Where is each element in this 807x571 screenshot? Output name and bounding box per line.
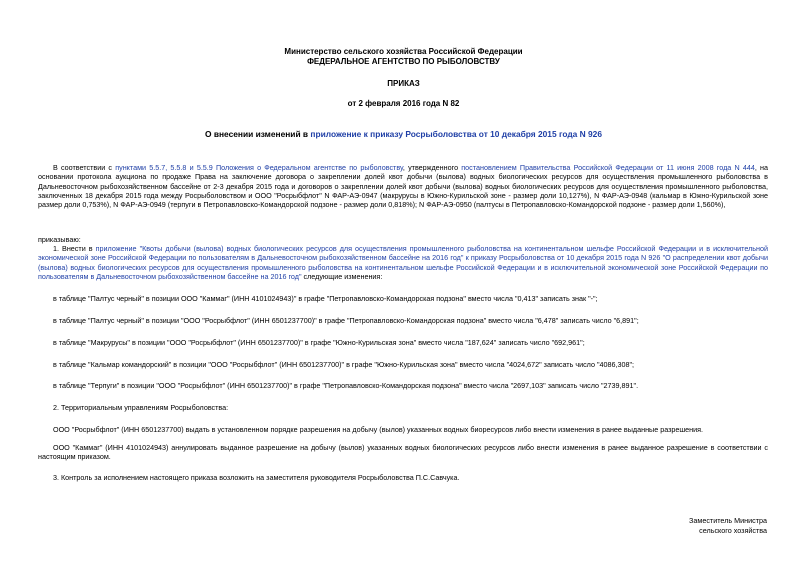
change-item: в таблице "Терпуги" в позиции "ООО "Росрыбфлот" (ИНН 6501237700)" в графе "Петропавловско-Командорская подзона" вместо числа "2697,103" записать число "2739,891".	[53, 381, 639, 390]
preamble-text-3: , на основании протокола аукциона по продаже Права на заключение договора о закреплении долей квот добычи (вылова) водных биологических ресурсов для осуществления промышленного рыболовства в Дальневосточном рыбохозяйственном бассейне от 2-3 декабря 2015 года и договоров о закреплении долей квот добычи (вылова) водных биологических ресурсов для осуществления промышленного рыболовства, заключенных 18 декабря 2015 года между Росрыболовством и ООО "Росрыбфлот" N ФАР-АЭ-0947 (макрурусы в Южно-Курильской зоне - размер доли 10,127%), N ФАР-АЭ-0948 (кальмар в Южно-Курильской зоне размер доли 0,753%), N ФАР-АЭ-0949 (терпуги в Петропавловско-Командорской подзоне - размер доли 0,818%); N ФАР-АЭ-0950 (палтусы в Петропавловско-Командорской подзоне - размер доли 1,560%),	[38, 163, 768, 210]
title-prefix: О внесении изменений в	[204, 129, 311, 139]
preamble-paragraph	[38, 163, 768, 209]
change-item: в таблице "Макрурусы" в позиции "ООО "Росрыбфлот" (ИНН 6501237700)" в графе "Южно-Курильская зона" вместо числа "187,624" записать число "692,961";	[53, 338, 585, 347]
ministry-name: Министерство сельского хозяйства Российской Федерации	[284, 47, 523, 56]
item-1-text-2: следующие изменения:	[301, 271, 383, 281]
signature-line-1: Заместитель Министра	[689, 516, 767, 525]
item-1-link-annex[interactable]: приложение "Квоты добычи (вылова) водных биологических ресурсов для осуществления промышленного рыболовства на континентальном шельфе Российской Федерации и в исключительной экономической зоне Российской Федерации по пользователям в Дальневосточном рыбохозяйственном бассейне на 2016 год" к приказу Росрыболовства от 10 декабря 2015 года N 926 "О распределении квот добычи (вылова) водных биологических ресурсов для осуществления промышленного рыболовства на континентальном шельфе Российской Федерации и в исключительной экономической зоне Российской Федерации по пользователям в Дальневосточном рыбохозяйственном бассейне на 2016 год"	[38, 244, 769, 281]
document-title	[0, 130, 807, 139]
item-3-paragraph: 3. Контроль за исполнением настоящего приказа возложить на заместителя руководителя Росрыболовства П.С.Савчука.	[53, 473, 460, 482]
preamble-text-2: , утвержденного	[402, 163, 462, 172]
change-item: в таблице "Палтус черный" в позиции "ООО "Росрыбфлот" (ИНН 6501237700)" в графе "Петропавловско-Командорская подзона" вместо числа "6,478" записать число "6,891";	[53, 316, 639, 325]
item-2-paragraph-a: ООО "Росрыбфлот" (ИНН 6501237700) выдать в установленном порядке разрешения на добычу (вылов) указанных водных биоресурсов либо внести изменения в ранее выданные разрешения.	[53, 425, 704, 434]
preamble-link-decree[interactable]: постановлением Правительства Российской Федерации от 11 июня 2008 года N 444	[461, 163, 755, 172]
signature-block	[689, 516, 767, 536]
change-item: в таблице "Палтус черный" в позиции ООО "Каммаг" (ИНН 4101024943)" в графе "Петропавловско-Командорская подзона" вместо числа "0,413" записать знак "-";	[53, 294, 598, 303]
agency-name: ФЕДЕРАЛЬНОЕ АГЕНТСТВО ПО РЫБОЛОВСТВУ	[307, 57, 500, 66]
preamble-text-1: В соответствии с	[53, 163, 116, 172]
signature-line-2: сельского хозяйства	[699, 526, 767, 535]
preamble-link-regulation[interactable]: пунктами 5.5.7, 5.5.8 и 5.5.9 Положения о Федеральном агентстве по рыболовству	[115, 163, 403, 172]
change-item: в таблице "Кальмар командорский" в позиции "ООО "Росрыбфлот" (ИНН 6501237700)" в графе "Южно-Курильская зона" вместо числа "4024,672" записать число "4086,308";	[53, 360, 635, 369]
item-1-text-1: 1. Внести в	[53, 244, 96, 253]
document-date-number: от 2 февраля 2016 года N 82	[347, 99, 460, 108]
item-1-paragraph	[38, 244, 768, 281]
item-2-heading: 2. Территориальным управлениям Росрыболовства:	[53, 403, 229, 412]
document-type: ПРИКАЗ	[387, 79, 420, 88]
item-2-paragraph-b: ООО "Каммаг" (ИНН 4101024943) аннулировать выданное разрешение на добычу (вылов) указанных водных биологических ресурсов либо внести изменения в ранее выданное разрешение в соответствии с настоящим приказом.	[38, 443, 768, 462]
title-link[interactable]: приложение к приказу Росрыболовства от 10 декабря 2015 года N 926	[310, 129, 602, 139]
order-word: приказываю:	[38, 235, 81, 244]
